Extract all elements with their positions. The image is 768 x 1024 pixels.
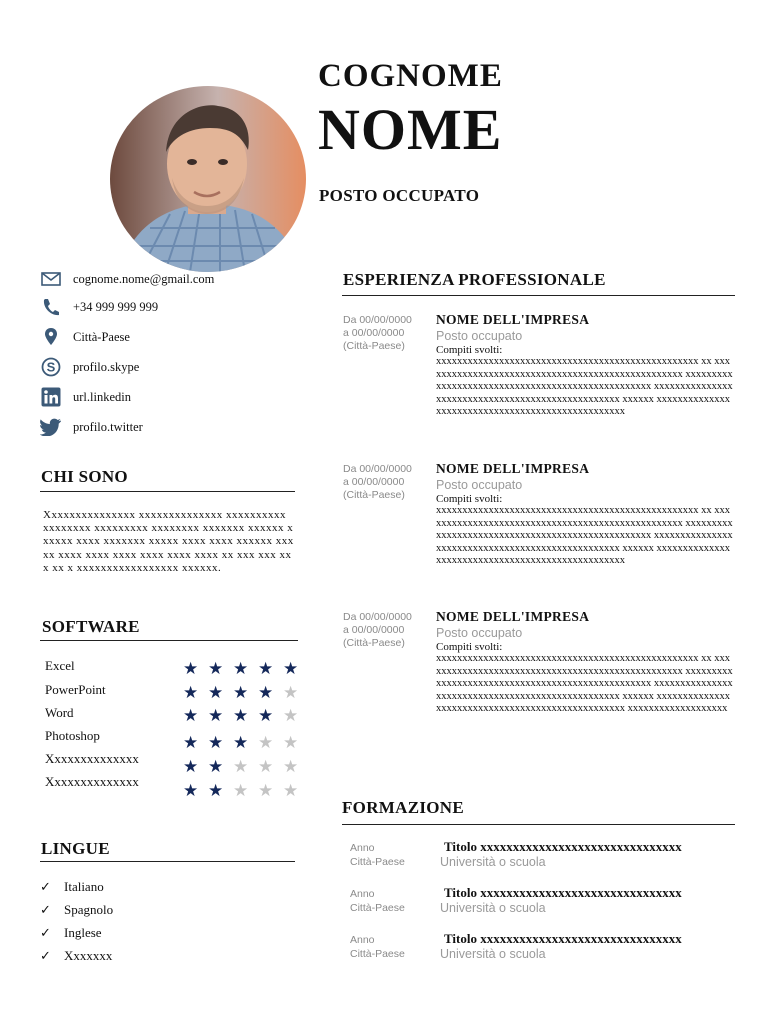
- date-from: Da 00/00/0000: [343, 611, 412, 623]
- job-position: POSTO OCCUPATO: [319, 186, 480, 205]
- software-item: [45, 774, 300, 800]
- school-name: Università o scuola: [440, 901, 546, 915]
- star-rating: [183, 660, 308, 678]
- software-label: PowerPoint: [45, 682, 106, 697]
- star-empty-icon: ★: [258, 757, 274, 776]
- experience-entry: [436, 609, 734, 716]
- job-title: Posto occupato: [436, 478, 523, 492]
- about-text: Xxxxxxxxxxxxxxx xxxxxxxxxxxxxx xxxxxxxxxx xxxxxxxx xxxxxxxxx xxxxxxxx xxxxxxx xxxxxx xxxxxx xxxx xxxxxxx xxxxx xxxx xxxx xxxxxx xxxxx xxxx xxxx xxxx xxxx xxxx xxxx xx xxx xxx xxx xx x xxxxxxxxxxxxxxxxx xxxxxx.: [43, 509, 294, 574]
- contact-phone[interactable]: [40, 296, 300, 318]
- date-from: Da 00/00/0000: [343, 463, 412, 475]
- checkmark-icon: ✓: [40, 879, 51, 894]
- software-item: [45, 751, 300, 776]
- education-year: Anno: [350, 842, 375, 854]
- experience-dates: [343, 314, 433, 353]
- education-entry: [440, 885, 682, 915]
- company-name: NOME DELL'IMPRESA: [436, 609, 590, 624]
- job-title: Posto occupato: [436, 329, 523, 343]
- software-item: [45, 705, 300, 727]
- about-divider: [40, 491, 295, 492]
- envelope-icon: [40, 268, 62, 290]
- experience-entry: [436, 461, 734, 568]
- phone-icon: [40, 296, 62, 318]
- education-year-block: [350, 842, 405, 868]
- star-rating: [183, 684, 308, 702]
- star-filled-icon: ★: [183, 683, 199, 702]
- languages-title: LINGUE: [41, 839, 110, 858]
- star-empty-icon: ★: [283, 781, 299, 800]
- surname: COGNOME: [318, 58, 503, 94]
- star-rating: [183, 707, 308, 725]
- language-label: Inglese: [64, 925, 102, 940]
- date-to: a 00/00/0000: [343, 327, 405, 339]
- software-item: [45, 682, 300, 704]
- star-filled-icon: ★: [208, 733, 224, 752]
- twitter-icon: [40, 416, 62, 438]
- star-filled-icon: ★: [183, 757, 199, 776]
- star-rating: [183, 734, 308, 752]
- education-title: FORMAZIONE: [342, 798, 464, 817]
- date-place: (Città-Paese): [343, 340, 405, 352]
- checkmark-icon: ✓: [40, 902, 51, 917]
- star-filled-icon: ★: [208, 781, 224, 800]
- software-label: Xxxxxxxxxxxxxx: [45, 751, 139, 766]
- star-filled-icon: ★: [183, 781, 199, 800]
- degree-title: Titolo xxxxxxxxxxxxxxxxxxxxxxxxxxxxxxx: [444, 931, 682, 946]
- star-rating: [183, 782, 308, 800]
- degree-title: Titolo xxxxxxxxxxxxxxxxxxxxxxxxxxxxxxx: [444, 885, 682, 900]
- about-title: CHI SONO: [41, 467, 128, 486]
- star-filled-icon: ★: [283, 659, 299, 678]
- contact-location: [40, 326, 300, 348]
- education-year: Anno: [350, 934, 375, 946]
- language-item: [40, 946, 112, 966]
- software-label: Word: [45, 705, 74, 720]
- education-city: Città-Paese: [350, 902, 405, 914]
- skype-icon: [40, 356, 62, 378]
- star-filled-icon: ★: [233, 733, 249, 752]
- star-empty-icon: ★: [283, 706, 299, 725]
- star-filled-icon: ★: [258, 706, 274, 725]
- tasks-label: Compiti svolti:: [436, 344, 503, 356]
- tasks-text: xxxxxxxxxxxxxxxxxxxxxxxxxxxxxxxxxxxxxxxxxxxxxxxxxx xx xxxxxxxxxxxxxxxxxxxxxxxxxxxxxxxxxxxxxxxxxxxxxxxxxx xxxxxxxxxxxxxxxxxxxxxxxxxxxxxxxxxxxxxxxxxxxxxxxxxx xxxxxxxxxxxxxxxxxxxxxxxxxxxxxxxxxxxxxxxxxxxxxxxxxx xxxxxx xxxxxxxxxxxxxxxxxxxxxxxxxxxxxxxxxxxxxxxxxxxxxxxxxx: [436, 505, 733, 567]
- languages-divider: [40, 861, 295, 862]
- star-empty-icon: ★: [258, 733, 274, 752]
- education-year: Anno: [350, 888, 375, 900]
- tasks-text: xxxxxxxxxxxxxxxxxxxxxxxxxxxxxxxxxxxxxxxxxxxxxxxxxx xx xxxxxxxxxxxxxxxxxxxxxxxxxxxxxxxxxxxxxxxxxxxxxxxxxx xxxxxxxxxxxxxxxxxxxxxxxxxxxxxxxxxxxxxxxxxxxxxxxxxx xxxxxxxxxxxxxxxxxxxxxxxxxxxxxxxxxxxxxxxxxxxxxxxxxx xxxxxx xxxxxxxxxxxxxxxxxxxxxxxxxxxxxxxxxxxxxxxxxxxxxxxxxx: [436, 356, 733, 418]
- language-item: [40, 877, 104, 897]
- language-label: Xxxxxxx: [64, 948, 113, 963]
- date-place: (Città-Paese): [343, 637, 405, 649]
- star-filled-icon: ★: [208, 757, 224, 776]
- software-label: Xxxxxxxxxxxxxx: [45, 774, 139, 789]
- contact-skype[interactable]: [40, 356, 300, 378]
- contact-linkedin-text: url.linkedin: [73, 389, 131, 404]
- education-entry: [440, 931, 682, 961]
- contact-skype-text: profilo.skype: [73, 359, 140, 374]
- map-pin-icon: [40, 326, 62, 348]
- language-label: Italiano: [64, 879, 104, 894]
- first-name: NOME: [318, 97, 503, 162]
- software-item: [45, 728, 300, 750]
- star-empty-icon: ★: [283, 733, 299, 752]
- degree-title: Titolo xxxxxxxxxxxxxxxxxxxxxxxxxxxxxxx: [444, 839, 682, 854]
- star-filled-icon: ★: [208, 706, 224, 725]
- contact-twitter[interactable]: [40, 416, 300, 438]
- contact-location-text: Città-Paese: [73, 329, 130, 344]
- tasks-label: Compiti svolti:: [436, 641, 503, 653]
- school-name: Università o scuola: [440, 947, 546, 961]
- tasks-label: Compiti svolti:: [436, 493, 503, 505]
- checkmark-icon: ✓: [40, 925, 51, 940]
- education-year-block: [350, 934, 405, 960]
- star-filled-icon: ★: [258, 683, 274, 702]
- checkmark-icon: ✓: [40, 948, 51, 963]
- contact-linkedin[interactable]: [40, 386, 300, 408]
- star-filled-icon: ★: [258, 659, 274, 678]
- star-filled-icon: ★: [183, 733, 199, 752]
- contact-twitter-text: profilo.twitter: [73, 419, 143, 434]
- star-empty-icon: ★: [233, 781, 249, 800]
- star-empty-icon: ★: [258, 781, 274, 800]
- software-label: Excel: [45, 658, 75, 673]
- experience-divider: [342, 295, 735, 296]
- software-item: [45, 658, 300, 680]
- language-item: [40, 900, 113, 920]
- experience-dates: [343, 463, 433, 502]
- software-label: Photoshop: [45, 728, 100, 743]
- company-name: NOME DELL'IMPRESA: [436, 312, 590, 327]
- education-entry: [440, 839, 682, 869]
- star-empty-icon: ★: [233, 757, 249, 776]
- contact-email-text: cognome.nome@gmail.com: [73, 271, 215, 286]
- date-from: Da 00/00/0000: [343, 314, 412, 326]
- star-filled-icon: ★: [208, 659, 224, 678]
- tasks-text: xxxxxxxxxxxxxxxxxxxxxxxxxxxxxxxxxxxxxxxxxxxxxxxxxx xx xxxxxxxxxxxxxxxxxxxxxxxxxxxxxxxxxxxxxxxxxxxxxxxxxx xxxxxxxxxxxxxxxxxxxxxxxxxxxxxxxxxxxxxxxxxxxxxxxxxx xxxxxxxxxxxxxxxxxxxxxxxxxxxxxxxxxxxxxxxxxxxxxxxxxx xxxxxx xxxxxxxxxxxxxxxxxxxxxxxxxxxxxxxxxxxxxxxxxxxxxxxxxx xxxxxxxxxxxxxxxxxxx: [436, 653, 733, 715]
- education-divider: [342, 824, 735, 825]
- experience-dates: [343, 611, 433, 650]
- experience-title: ESPERIENZA PROFESSIONALE: [343, 270, 606, 289]
- job-title: Posto occupato: [436, 626, 523, 640]
- software-divider: [40, 640, 298, 641]
- school-name: Università o scuola: [440, 855, 546, 869]
- svg-text:S: S: [46, 359, 56, 375]
- profile-photo: [110, 86, 306, 272]
- star-empty-icon: ★: [283, 757, 299, 776]
- education-city: Città-Paese: [350, 856, 405, 868]
- linkedin-icon: [40, 386, 62, 408]
- education-year-block: [350, 888, 405, 914]
- education-city: Città-Paese: [350, 948, 405, 960]
- experience-entry: [436, 312, 734, 419]
- star-filled-icon: ★: [208, 683, 224, 702]
- date-place: (Città-Paese): [343, 489, 405, 501]
- contact-email[interactable]: [40, 268, 300, 290]
- language-label: Spagnolo: [64, 902, 114, 917]
- contact-phone-text: +34 999 999 999: [73, 299, 159, 314]
- language-item: [40, 923, 102, 943]
- star-filled-icon: ★: [183, 659, 199, 678]
- star-filled-icon: ★: [183, 706, 199, 725]
- star-filled-icon: ★: [233, 706, 249, 725]
- star-empty-icon: ★: [283, 683, 299, 702]
- star-filled-icon: ★: [233, 659, 249, 678]
- date-to: a 00/00/0000: [343, 476, 405, 488]
- date-to: a 00/00/0000: [343, 624, 405, 636]
- software-title: SOFTWARE: [42, 617, 140, 636]
- star-filled-icon: ★: [233, 683, 249, 702]
- company-name: NOME DELL'IMPRESA: [436, 461, 590, 476]
